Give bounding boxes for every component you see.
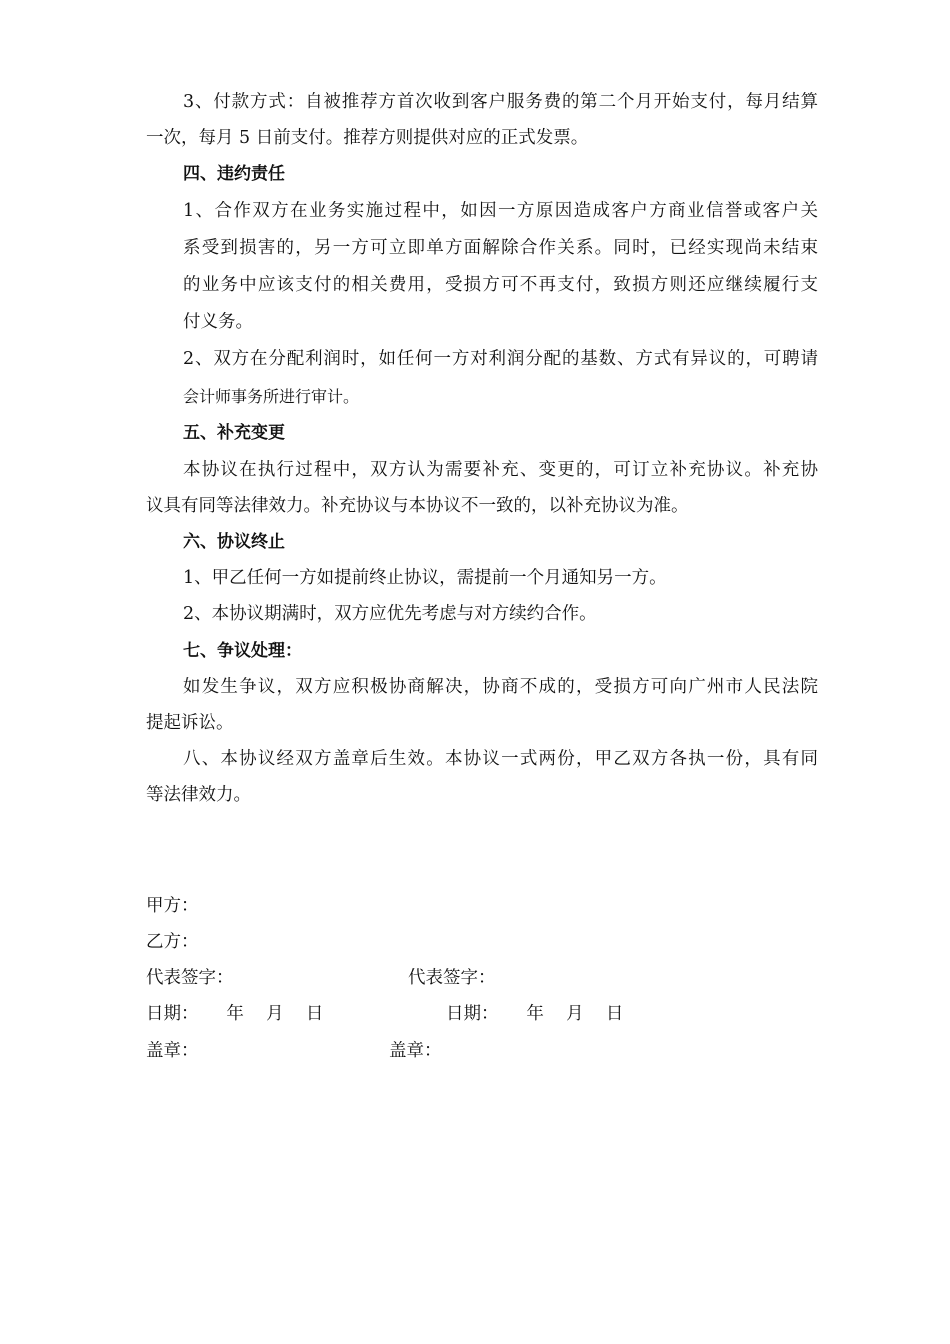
- date-b: 日期： 年 月 日: [446, 1004, 624, 1024]
- termination-item-2: 2、本协议期满时，双方应优先考虑与对方续约合作。: [183, 604, 597, 624]
- breach-item-1-line-1: 1、合作双方在业务实施过程中，如因一方原因造成客户方商业信誉或客户关: [183, 201, 818, 221]
- section-heading-amendment: 五、补充变更: [183, 423, 285, 443]
- breach-item-2-line-1: 2、双方在分配利润时，如任何一方对利润分配的基数、方式有异议的，可聘请: [183, 349, 818, 369]
- payment-clause-line-2: 一次，每月 5 日前支付。推荐方则提供对应的正式发票。: [146, 128, 589, 148]
- rep-signature-b: 代表签字：: [408, 968, 496, 988]
- party-b-label: 乙方：: [146, 932, 199, 952]
- effectiveness-line-2: 等法律效力。: [146, 785, 251, 805]
- payment-clause-line-1: 3、付款方式：自被推荐方首次收到客户服务费的第二个月开始支付，每月结算: [183, 92, 818, 112]
- section-heading-breach: 四、违约责任: [183, 164, 285, 184]
- breach-item-2-line-2: 会计师事务所进行审计。: [183, 387, 360, 406]
- section-heading-termination: 六、协议终止: [183, 532, 285, 552]
- seal-b: 盖章：: [389, 1041, 442, 1061]
- amendment-line-1: 本协议在执行过程中，双方认为需要补充、变更的，可订立补充协议。补充协: [183, 460, 818, 480]
- dispute-line-2: 提起诉讼。: [146, 713, 234, 733]
- amendment-line-2: 议具有同等法律效力。补充协议与本协议不一致的，以补充协议为准。: [146, 496, 689, 516]
- breach-item-1-line-2: 系受到损害的，另一方可立即单方面解除合作关系。同时，已经实现尚未结束: [183, 238, 818, 258]
- date-a: 日期： 年 月 日: [146, 1004, 324, 1024]
- section-heading-dispute: 七、争议处理：: [183, 641, 302, 661]
- seal-a: 盖章：: [146, 1041, 199, 1061]
- party-a-label: 甲方：: [146, 896, 199, 916]
- breach-item-1-line-4: 付义务。: [183, 312, 253, 332]
- rep-signature-a: 代表签字：: [146, 968, 234, 988]
- dispute-line-1: 如发生争议，双方应积极协商解决，协商不成的，受损方可向广州市人民法院: [183, 677, 818, 697]
- effectiveness-line-1: 八、本协议经双方盖章后生效。本协议一式两份，甲乙双方各执一份，具有同: [183, 749, 818, 769]
- termination-item-1: 1、甲乙任何一方如提前终止协议，需提前一个月通知另一方。: [183, 568, 667, 588]
- breach-item-1-line-3: 的业务中应该支付的相关费用，受损方可不再支付，致损方则还应继续履行支: [183, 275, 818, 295]
